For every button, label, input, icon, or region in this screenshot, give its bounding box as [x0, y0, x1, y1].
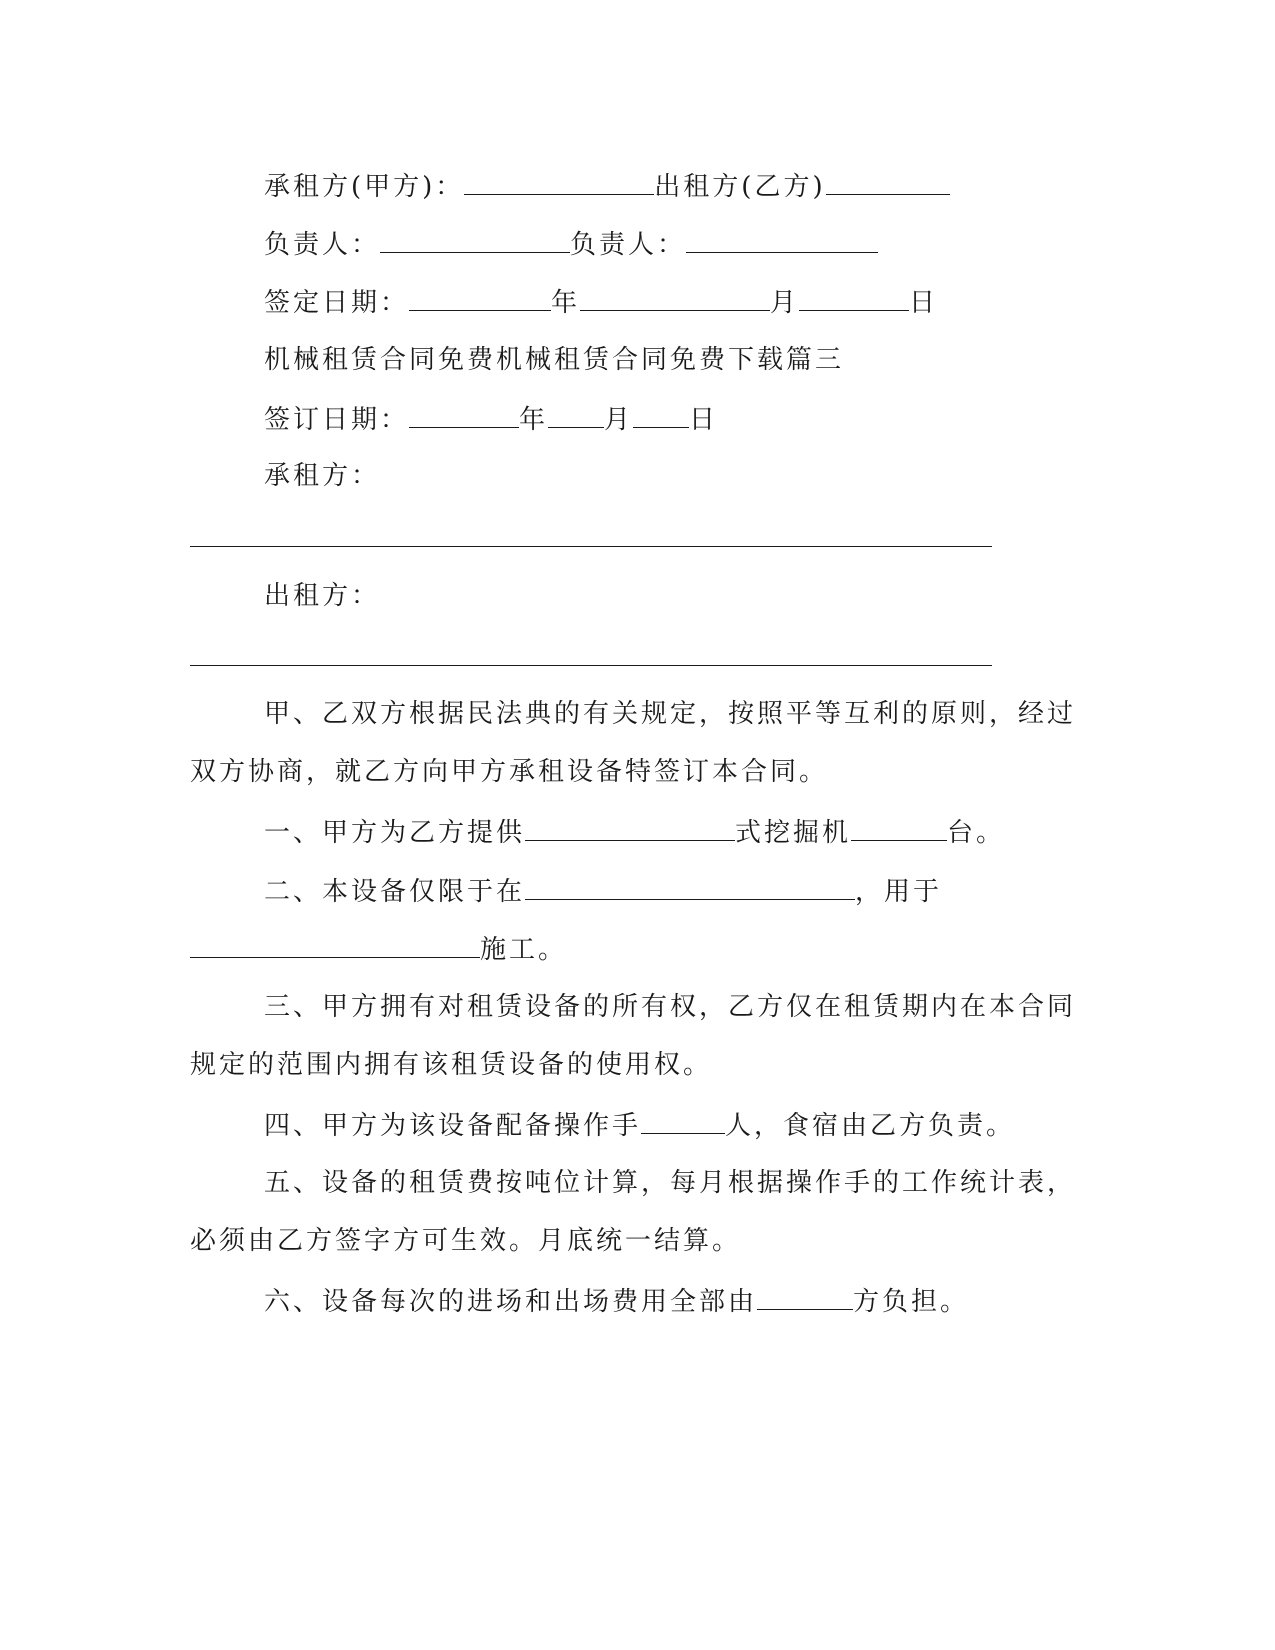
- clause-4-text-a: 四、甲方为该设备配备操作手: [264, 1111, 642, 1141]
- responsible-b-label: 负责人：: [570, 230, 687, 260]
- signing-month-label: 月: [604, 405, 634, 435]
- clause-1: [264, 814, 1005, 850]
- year-blank: [409, 284, 551, 311]
- project-blank: [190, 931, 480, 958]
- sign-date-label: 签定日期：: [264, 288, 410, 318]
- clause-4-text-b: 人，食宿由乙方负责。: [725, 1111, 1016, 1141]
- lessee-party-a-label: 承租方(甲方)：: [264, 172, 465, 202]
- excavator-type-blank: [525, 814, 735, 841]
- clause-2-text-a: 二、本设备仅限于在: [264, 877, 526, 907]
- signing-year-label: 年: [519, 405, 549, 435]
- responsible-a-label: 负责人：: [264, 230, 381, 260]
- operator-count-blank: [641, 1107, 725, 1134]
- signing-day-blank: [633, 401, 689, 428]
- preamble-line-1: 甲、乙双方根据民法典的有关规定，按照平等互利的原则，经过: [264, 699, 1077, 729]
- clause-6: [264, 1283, 969, 1319]
- clause-2: [264, 873, 942, 909]
- clause-2-text-c: 施工。: [480, 935, 568, 965]
- lessee-lessor-line: [264, 168, 950, 204]
- excavator-count-blank: [851, 814, 947, 841]
- clause-2-continued: [190, 931, 567, 967]
- day-label: 日: [909, 288, 939, 318]
- clause-5-line-1: 五、设备的租赁费按吨位计算，每月根据操作手的工作统计表，: [264, 1168, 1077, 1198]
- signing-year-blank: [409, 401, 519, 428]
- lessor-party-b-label: 出租方(乙方): [654, 172, 826, 202]
- clause-3-line-1: 三、甲方拥有对租赁设备的所有权，乙方仅在租赁期内在本合同: [264, 992, 1077, 1022]
- year-label: 年: [551, 288, 581, 318]
- location-blank: [525, 873, 855, 900]
- day-blank: [799, 284, 909, 311]
- lessee-label: 承租方：: [264, 461, 381, 491]
- lessee-fill-line: [190, 546, 992, 547]
- lessor-label: 出租方：: [264, 581, 381, 611]
- signing-date-line: [264, 401, 718, 437]
- party-blank: [757, 1283, 853, 1310]
- lessee-blank: [464, 168, 654, 195]
- clause-1-text-c: 台。: [947, 818, 1006, 848]
- month-label: 月: [770, 288, 800, 318]
- preamble-line-2: 双方协商，就乙方向甲方承租设备特签订本合同。: [190, 757, 829, 787]
- signing-month-blank: [548, 401, 604, 428]
- section-title: 机械租赁合同免费机械租赁合同免费下载篇三: [264, 345, 845, 375]
- clause-6-text-b: 方负担。: [853, 1287, 970, 1317]
- lessor-blank: [826, 168, 950, 195]
- clause-1-text-b: 式挖掘机: [735, 818, 852, 848]
- month-blank: [580, 284, 770, 311]
- sign-date-line: [264, 284, 938, 320]
- clause-5-line-2: 必须由乙方签字方可生效。月底统一结算。: [190, 1226, 742, 1256]
- clause-6-text-a: 六、设备每次的进场和出场费用全部由: [264, 1287, 758, 1317]
- clause-2-text-b: ，用于: [855, 877, 943, 907]
- responsible-person-line: [264, 226, 878, 262]
- signing-day-label: 日: [689, 405, 719, 435]
- clause-4: [264, 1107, 1015, 1143]
- lessor-fill-line: [190, 665, 992, 666]
- clause-3-line-2: 规定的范围内拥有该租赁设备的使用权。: [190, 1050, 713, 1080]
- signing-date-label: 签订日期：: [264, 405, 410, 435]
- responsible-b-blank: [686, 226, 878, 253]
- clause-1-text-a: 一、甲方为乙方提供: [264, 818, 526, 848]
- responsible-a-blank: [380, 226, 570, 253]
